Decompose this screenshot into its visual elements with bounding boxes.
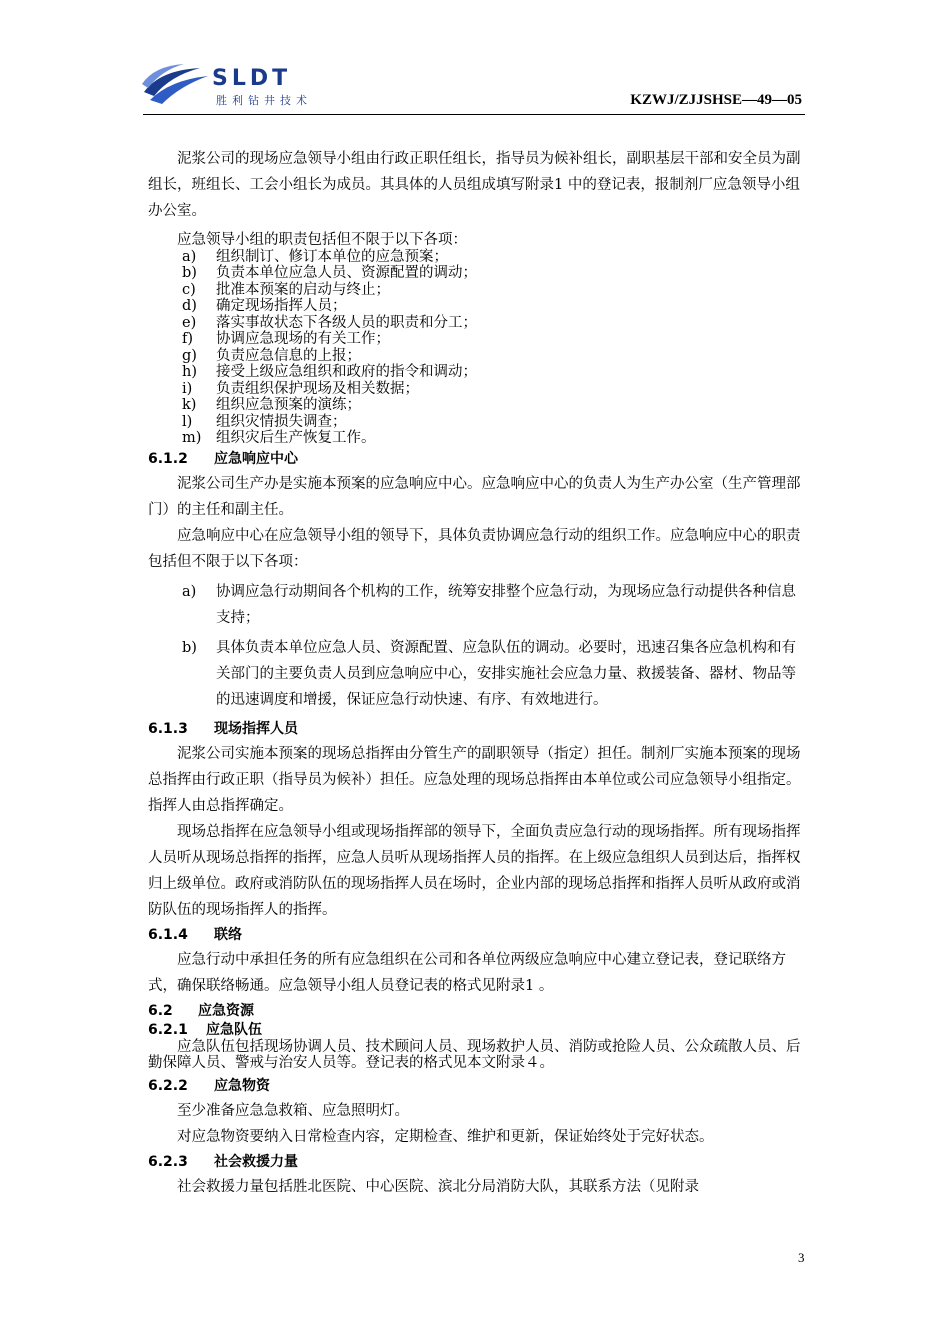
header-divider [143,114,805,115]
list-item: h) 接受上级应急组织和政府的指令和调动； [182,364,477,380]
paragraph: 应急行动中承担任务的所有应急组织在公司和各单位两级应急响应中心建立登记表，登记联络方式，确保联络畅通。应急领导小组人员登记表的格式见附录1 。 [148,951,786,994]
section-heading: 6.1.3 现场指挥人员 [148,720,298,737]
paragraph: 对应急物资要纳入日常检查内容，定期检查、维护和更新，保证始终处于完好状态。 [177,1128,714,1145]
paragraph: 泥浆公司的现场应急领导小组由行政正职任组长，指导员为候补组长，副职基层干部和安全员为副组长，班组长、工会小组长为成员。其具体的人员组成填写附录1 中的登记表，报制剂厂应急领导小组办公室。 [148,151,801,219]
paragraph: 现场总指挥在应急领导小组或现场指挥部的领导下，全面负责应急行动的现场指挥。所有现场指挥人员听从现场总指挥的指挥，应急人员听从现场指挥人员的指挥。在上级应急组织人员到达后，指挥权归上级单位。政府或消防队伍的现场指挥人员在场时，企业内部的现场总指挥和指挥人员听从政府或消防队伍的现场指挥人的指挥。 [148,823,801,918]
list-item: g) 负责应急信息的上报； [182,347,361,364]
company-logo [140,62,350,110]
page-content [148,146,804,1200]
paragraph: 应急响应中心在应急领导小组的领导下，具体负责协调应急行动的组织工作。应急响应中心的职责包括但不限于以下各项： [148,527,801,570]
list-item: e) 落实事故状态下各级人员的职责和分工； [182,314,477,331]
list-item: i) 负责组织保护现场及相关数据； [182,380,419,397]
list-item: k) 组织应急预案的演练； [182,397,361,413]
logo-text: SLDT [212,66,292,91]
paragraph: 社会救援力量包括胜北医院、中心医院、滨北分局消防大队，其联系方法（见附录 [177,1178,699,1195]
section-heading: 6.1.2 应急响应中心 [148,450,298,467]
paragraph: 泥浆公司实施本预案的现场总指挥由分管生产的副职领导（指定）担任。制剂厂实施本预案的现场总指挥由行政正职（指导员为候补）担任。应急处理的现场总指挥由本单位或公司应急领导小组指定。指挥人由总指挥确定。 [148,745,801,814]
document-code: KZWJ/ZJJSHSE—49—05 [630,92,802,108]
paragraph: 应急队伍包括现场协调人员、技术顾问人员、现场救护人员、消防或抢险人员、公众疏散人员、后勤保障人员、警戒与治安人员等。登记表的格式见本文附录４。 [148,1038,801,1071]
page-number: 3 [798,1250,805,1265]
section-heading: 6.1.4 联络 [148,926,242,943]
list-item: b) 负责本单位应急人员、资源配置的调动； [182,265,477,281]
section-heading: 6.2.2 应急物资 [148,1077,270,1094]
logo-swoosh-icon [140,62,212,110]
duties-list [148,249,804,447]
logo-subtitle: 胜利钻井技术 [216,94,312,107]
paragraph: 应急领导小组的职责包括但不限于以下各项： [177,232,467,248]
list-item: f) 协调应急现场的有关工作； [182,331,390,347]
responsibilities-list [148,579,804,717]
section-heading: 6.2 应急资源 [148,1002,254,1019]
list-item: c) 批准本预案的启动与终止； [182,281,390,298]
list-item: d) 确定现场指挥人员； [182,298,347,314]
paragraph: 泥浆公司生产办是实施本预案的应急响应中心。应急响应中心的负责人为生产办公室（生产管理部门）的主任和副主任。 [148,475,801,518]
list-item: a) 组织制订、修订本单位的应急预案； [182,248,448,265]
section-heading: 6.2.1 应急队伍 [148,1021,262,1038]
list-item: l) 组织灾情损失调查； [182,413,347,430]
paragraph: 至少准备应急急救箱、应急照明灯。 [177,1102,409,1119]
list-item: b) 具体负责本单位应急人员、资源配置、应急队伍的调动。必要时，迅速召集各应急机构和有关部门的主要负责人员到应急响应中心，安排实施社会应急力量、救援装备、器材、物品等的迅速调度和增援，保证应急行动快速、有序、有效地进行。 [182,639,796,708]
list-item: m) 组织灾后生产恢复工作。 [182,430,376,446]
list-item: a) 协调应急行动期间各个机构的工作，统筹安排整个应急行动，为现场应急行动提供各种信息支持； [182,583,796,626]
section-heading: 6.2.3 社会救援力量 [148,1153,298,1170]
